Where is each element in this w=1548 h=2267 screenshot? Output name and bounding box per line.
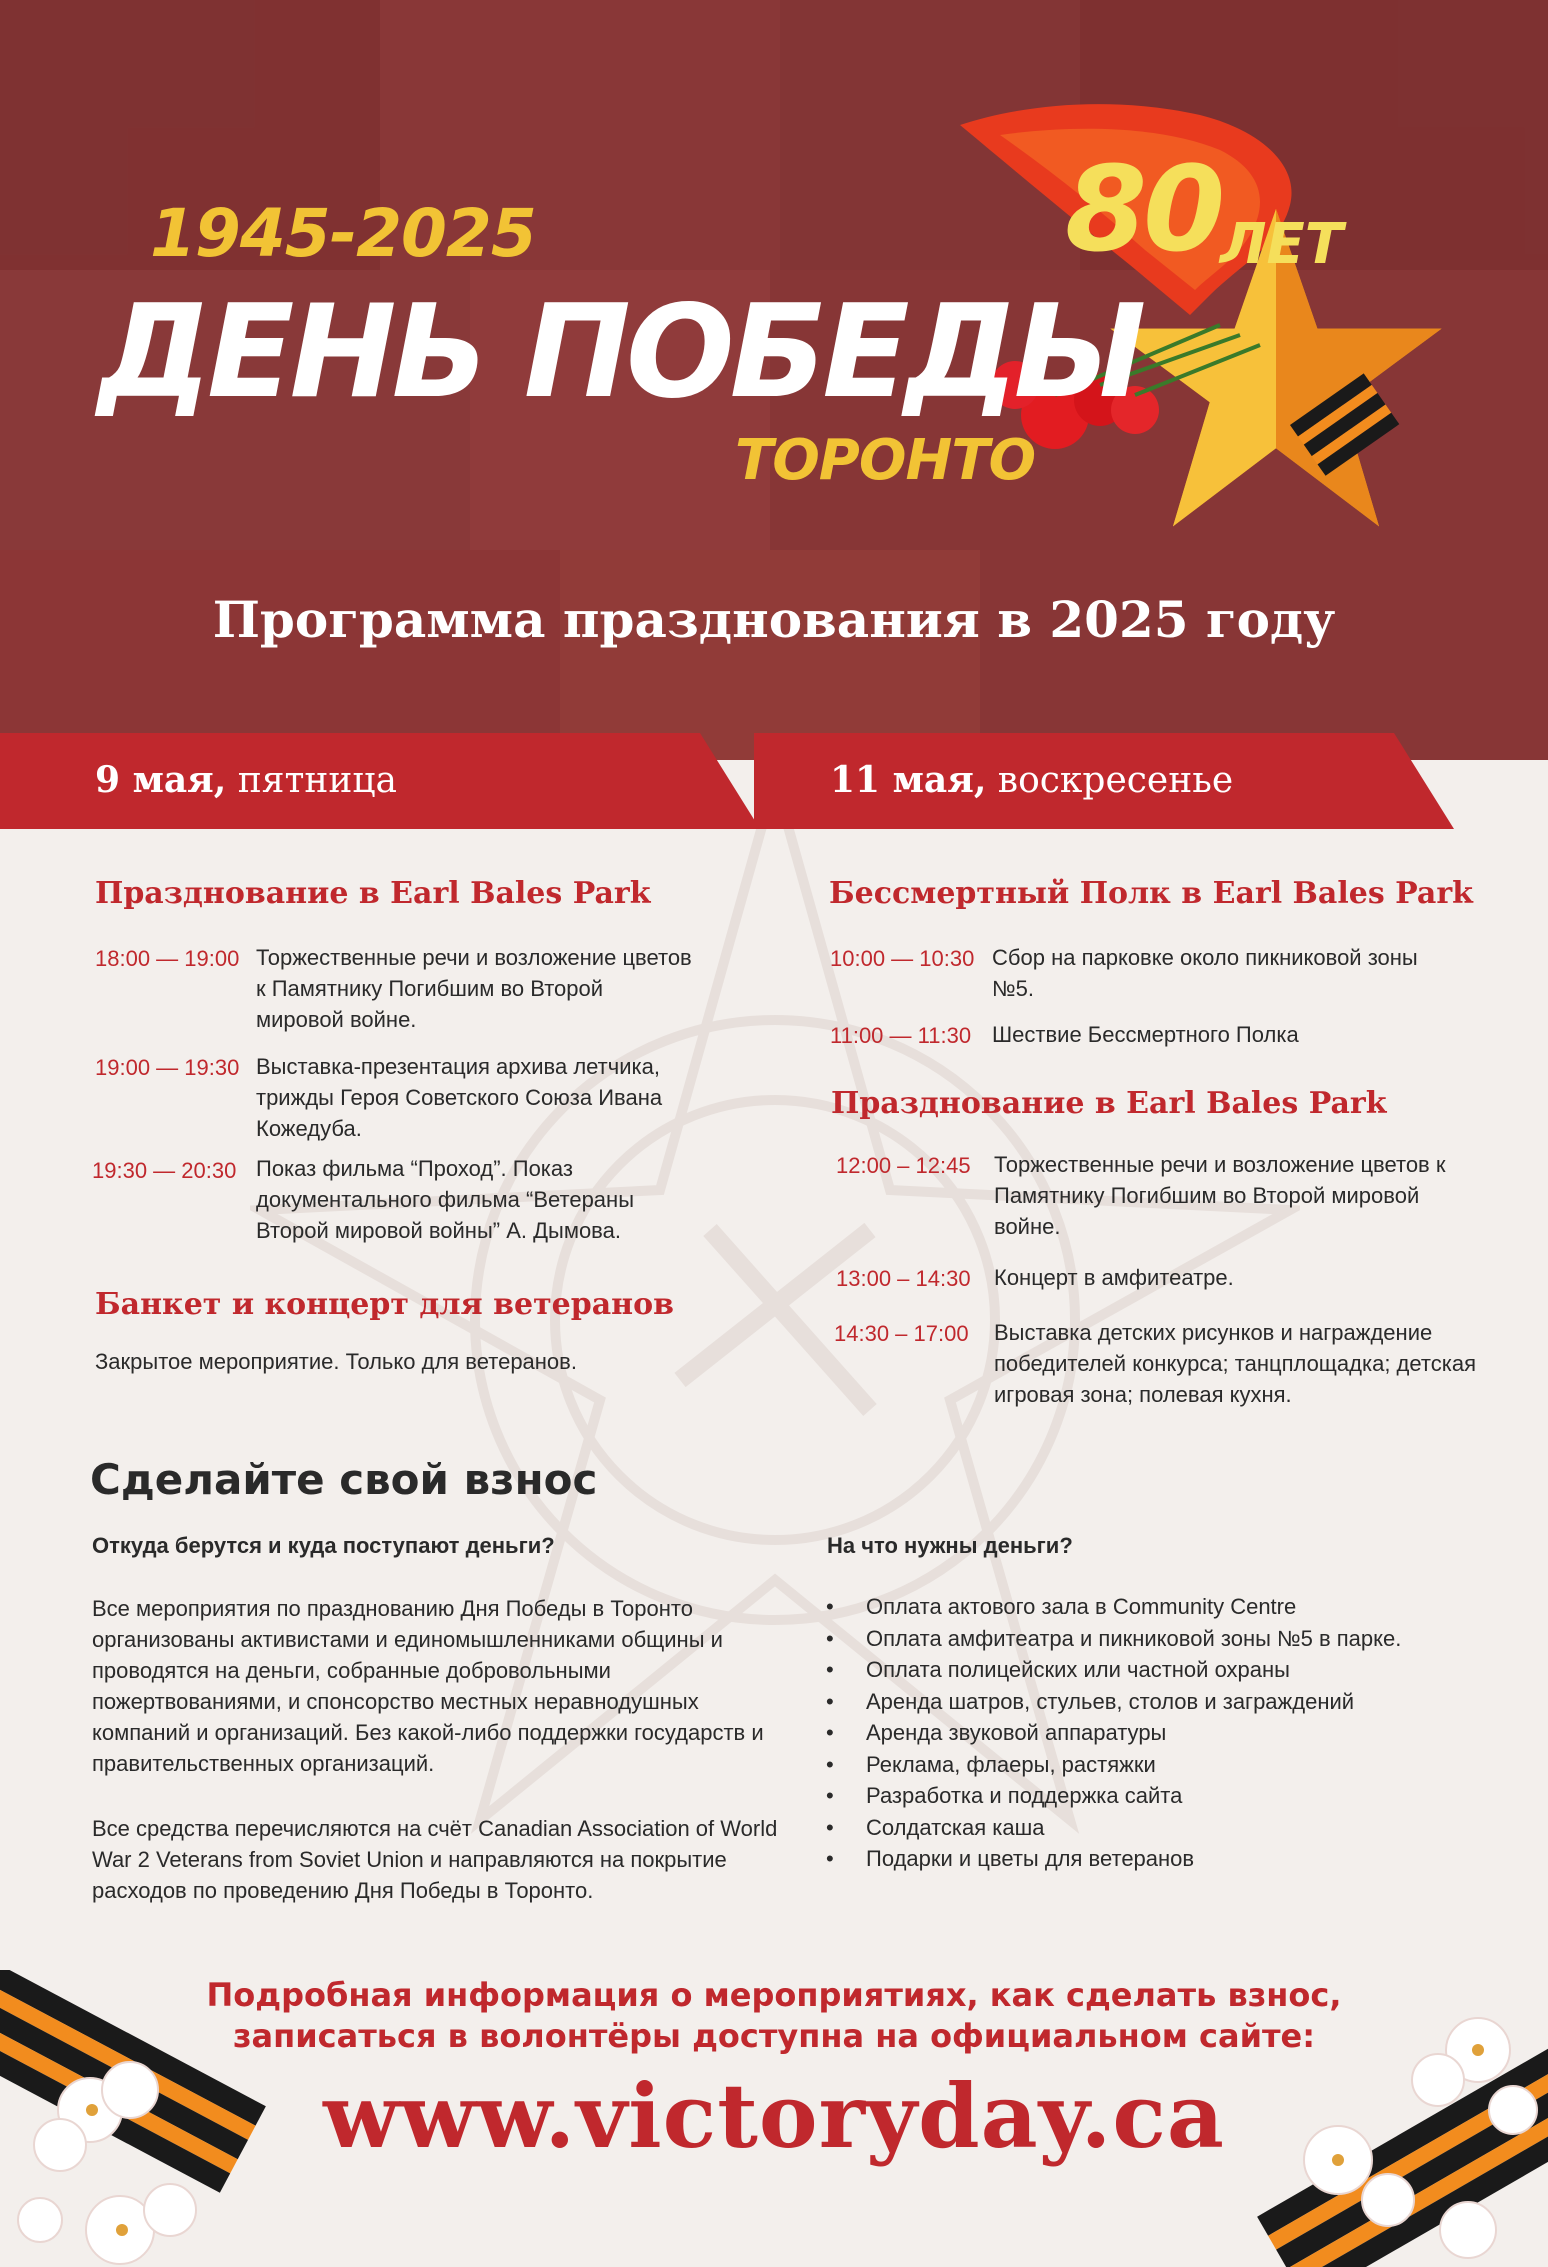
event-description: Шествие Бессмертного Полка (992, 1022, 1299, 1047)
event-description: Выставка детских рисунков и награждение победителей конкурса; танцплощадка; детская игровая зона; полевая кухня. (994, 1320, 1476, 1407)
day-date: 11 мая, (830, 759, 987, 801)
needs-list-item: • Аренда звуковой аппаратуры (826, 1717, 1401, 1749)
day-weekday: пятница (226, 760, 397, 801)
event-description: Концерт в амфитеатре. (994, 1265, 1234, 1290)
event-description: Сбор на парковке около пикниковой зоны №5. (992, 945, 1418, 1001)
day-label-left (95, 759, 397, 801)
day-weekday: воскресенье (986, 760, 1234, 801)
event-time: 12:00 – 12:45 (836, 1153, 971, 1178)
day-date: 9 мая, (95, 759, 227, 801)
needs-list-item: • Реклама, флаеры, растяжки (826, 1749, 1401, 1781)
section-title: Бессмертный Полк в Earl Bales Park (829, 876, 1473, 911)
program-subtitle: Программа празднования в 2025 году (212, 590, 1336, 649)
donation-left-question: Откуда берутся и куда поступают деньги? (92, 1533, 555, 1558)
donation-title: Сделайте свой взнос (90, 1455, 598, 1504)
event-description: Торжественные речи и возложение цветов к Памятнику Погибшим во Второй мировой войне. (256, 945, 692, 1032)
website-link[interactable]: www.victoryday.ca (323, 2064, 1225, 2168)
footer-info-line: записаться в волонтёры доступна на официальном сайте: (232, 2017, 1316, 2055)
event-description: Показ фильма “Проход”. Показ документального фильма “Ветераны Второй мировой войны” А. Дымова. (256, 1156, 635, 1243)
footer-info-line: Подробная информация о мероприятиях, как сделать взнос, (206, 1976, 1342, 2014)
needs-list-item: • Аренда шатров, стульев, столов и заграждений (826, 1686, 1401, 1718)
event-time: 19:30 — 20:30 (92, 1158, 237, 1183)
needs-list (826, 1591, 1401, 1875)
section-title: Празднование в Earl Bales Park (95, 876, 651, 911)
hero-years: 1945-2025 (150, 195, 536, 272)
section-note: Закрытое мероприятие. Только для ветеранов. (95, 1349, 577, 1374)
day-header-right (754, 733, 1548, 829)
footer-info (0, 1975, 1548, 2057)
hero-city: ТОРОНТО (735, 428, 1036, 493)
event-description: Выставка-презентация архива летчика, трижды Героя Советского Союза Ивана Кожедуба. (256, 1054, 663, 1141)
needs-list-item: • Разработка и поддержка сайта (826, 1780, 1401, 1812)
event-description: Торжественные речи и возложение цветов к Памятнику Погибшим во Второй мировой войне. (994, 1152, 1446, 1239)
day-header-left (0, 733, 760, 829)
event-time: 18:00 — 19:00 (95, 946, 240, 971)
hero-banner (0, 0, 1548, 760)
needs-list-item: • Оплата актового зала в Community Centre (826, 1591, 1401, 1623)
event-time: 14:30 – 17:00 (834, 1321, 969, 1346)
event-time: 10:00 — 10:30 (830, 946, 975, 971)
needs-list-item: • Солдатская каша (826, 1812, 1401, 1844)
hero-title: ДЕНЬ ПОБЕДЫ (98, 278, 1142, 427)
donation-paragraph-2: Все средства перечисляются на счёт Canadian Association of World War 2 Veterans from Soviet Union и направляются на покрытие расходов по проведению Дня Победы в Торонто. (92, 1816, 778, 1903)
section-title: Банкет и концерт для ветеранов (95, 1287, 674, 1322)
anniversary-word: ЛЕТ (1220, 212, 1343, 277)
anniversary-number: 80 (1065, 140, 1222, 278)
donation-right-question: На что нужны деньги? (827, 1533, 1073, 1558)
event-time: 11:00 — 11:30 (830, 1023, 972, 1048)
event-time: 19:00 — 19:30 (95, 1055, 240, 1080)
needs-list-item: • Подарки и цветы для ветеранов (826, 1843, 1401, 1875)
day-label-right (830, 759, 1233, 801)
section-title: Празднование в Earl Bales Park (831, 1086, 1387, 1121)
needs-list-item: • Оплата амфитеатра и пикниковой зоны №5 в парке. (826, 1623, 1401, 1655)
needs-list-item: • Оплата полицейских или частной охраны (826, 1654, 1401, 1686)
event-time: 13:00 – 14:30 (836, 1266, 971, 1291)
donation-paragraph-1: Все мероприятия по празднованию Дня Победы в Торонто организованы активистами и единомышленниками общины и проводятся на деньги, собранные добровольными пожертвованиями, и спонсорство местных неравнодушных компаний и организаций. Без какой-либо поддержки государств и правительственных организаций. (92, 1596, 764, 1776)
